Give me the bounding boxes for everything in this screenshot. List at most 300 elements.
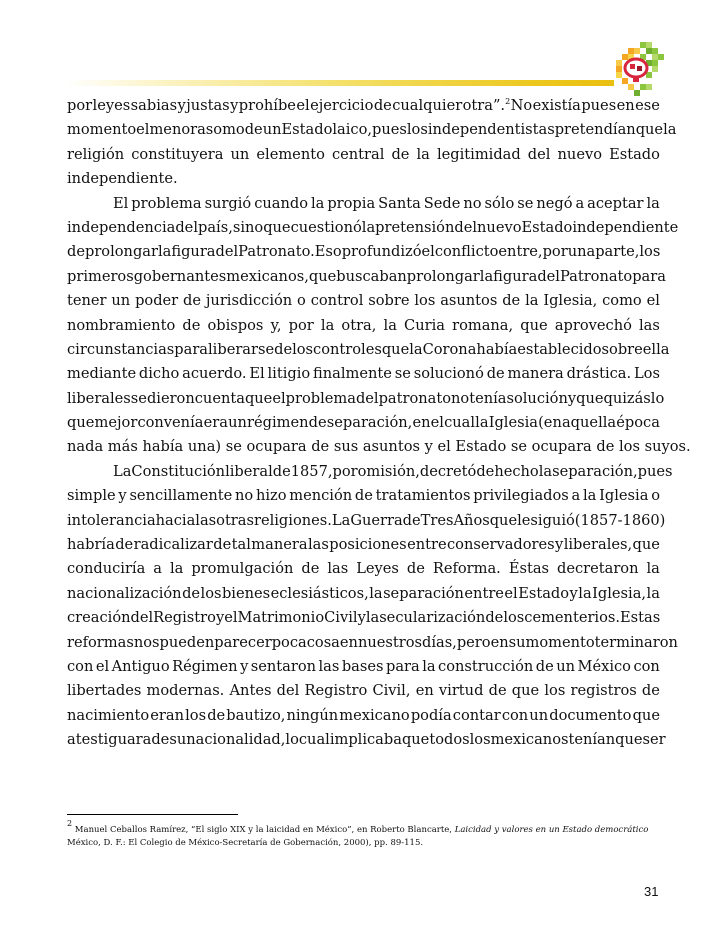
word: de	[301, 560, 320, 578]
word: nuestros	[357, 633, 422, 651]
body-line	[67, 728, 666, 752]
word: eclesiásticos,	[270, 584, 369, 602]
word: o	[651, 487, 660, 505]
word: mexicanos	[490, 731, 569, 749]
word: ejercicio	[310, 97, 374, 114]
word: contar	[452, 706, 501, 724]
word: virtud	[438, 682, 484, 700]
word: la	[479, 267, 494, 285]
word: liberal	[225, 462, 273, 480]
word: no	[451, 389, 470, 407]
word: momento	[525, 633, 595, 651]
body-line	[67, 533, 660, 557]
word: de	[274, 340, 293, 358]
word: primeros	[67, 267, 134, 285]
word: No	[510, 97, 533, 114]
word: gobernantes	[133, 267, 227, 285]
word: pero	[456, 633, 491, 651]
word: quizás	[603, 389, 651, 407]
word: de	[67, 243, 85, 261]
word: Iglesia,	[543, 292, 598, 310]
word: la	[361, 218, 376, 236]
word: lo	[650, 389, 665, 407]
word: en	[616, 97, 635, 114]
word: parte,	[595, 243, 640, 261]
word: los	[200, 584, 222, 602]
word: modernas.	[146, 682, 225, 700]
word: que	[308, 267, 337, 285]
body-line	[67, 484, 660, 508]
word: Registro	[304, 682, 368, 700]
word: poca	[271, 633, 307, 651]
word: y	[357, 609, 366, 627]
body-line	[67, 216, 679, 240]
word: hacia	[155, 511, 196, 529]
word: en	[490, 633, 509, 651]
word: Antiguo	[111, 657, 170, 675]
word: que	[244, 389, 273, 407]
word: otra”.$^2$	[462, 97, 511, 114]
word: separación,	[552, 462, 638, 480]
word: radicalizar	[133, 536, 213, 554]
word: México	[577, 657, 631, 675]
word: de	[641, 682, 660, 700]
word: que	[615, 731, 643, 749]
word: tener	[67, 292, 107, 310]
word: régimen	[247, 414, 309, 432]
body-line	[67, 289, 660, 313]
word: romana,	[452, 316, 514, 334]
word: a	[571, 487, 581, 505]
word: por	[288, 316, 314, 334]
footnote-book-title: Laicidad y valores en un Estado democrático	[454, 825, 649, 835]
word: terminaron	[594, 633, 678, 651]
word: sino	[232, 218, 264, 236]
word: sobre	[601, 340, 643, 358]
word: pues	[581, 97, 617, 114]
word: controles	[313, 340, 382, 358]
word: y,	[270, 316, 282, 334]
word: (1857-1860)	[574, 511, 666, 529]
word: cuenta	[194, 389, 245, 407]
word: el	[224, 609, 238, 627]
word: podía	[410, 706, 452, 724]
word: Tres	[420, 511, 454, 529]
word: Civil	[324, 609, 358, 627]
word: entre	[407, 536, 447, 554]
word: de	[354, 487, 373, 505]
word: Registro	[153, 609, 216, 627]
word: nacionalidad,	[186, 731, 286, 749]
word: dicho	[138, 365, 180, 383]
word: época	[616, 414, 660, 432]
page-number: 31	[644, 884, 659, 899]
word: Los	[633, 365, 660, 383]
word: sencillamente	[129, 487, 233, 505]
word: constituyera	[131, 145, 224, 163]
word: liberales	[67, 389, 131, 407]
word: El	[113, 194, 129, 212]
word: independiente	[572, 218, 679, 236]
word: bienes	[221, 584, 271, 602]
word: asuntos	[440, 292, 498, 310]
word: Estado	[521, 218, 573, 236]
word: intolerancia	[67, 511, 156, 529]
word: surgió	[204, 194, 252, 212]
word: de	[488, 682, 507, 700]
word: central	[331, 145, 385, 163]
body-line	[67, 679, 660, 703]
word: cual	[298, 731, 330, 749]
word: la	[320, 316, 335, 334]
word: Sede	[423, 194, 461, 212]
word: reformas	[67, 633, 134, 651]
word: los	[503, 609, 525, 627]
word: se	[130, 389, 147, 407]
word: la	[646, 584, 660, 602]
word: circunstancias	[67, 340, 175, 358]
word: de	[115, 536, 134, 554]
word: el	[504, 584, 518, 602]
word: los	[406, 121, 428, 139]
word: las	[318, 657, 340, 675]
word: en	[412, 414, 431, 432]
word: ese	[635, 97, 660, 114]
word: decretaron	[557, 560, 639, 578]
word: la	[578, 584, 592, 602]
word: (en	[538, 414, 562, 432]
word: por	[67, 97, 93, 114]
word: las	[327, 560, 349, 578]
word: conduciría	[67, 560, 146, 578]
word: Civil,	[372, 682, 411, 700]
word: prohíbe	[238, 97, 296, 114]
word: Iglesia	[488, 414, 538, 432]
word: sabias	[130, 97, 178, 114]
word: la	[475, 414, 489, 432]
word: Antes	[229, 682, 272, 700]
word: Estado	[609, 145, 660, 163]
body-line	[67, 655, 660, 679]
word: otras	[216, 511, 254, 529]
word: para	[632, 267, 666, 285]
word: dieron	[146, 389, 195, 407]
word: tratamientos	[375, 487, 471, 505]
word: nuevo	[477, 218, 522, 236]
word: Régimen	[172, 657, 238, 675]
footnote-citation: Manuel Ceballos Ramírez, “El siglo XIX y la laicidad en México”, en Roberto Blancarte,	[72, 825, 455, 835]
word: de	[207, 706, 226, 724]
body-line	[67, 557, 660, 581]
word: figura	[171, 243, 216, 261]
word: un	[556, 657, 576, 675]
word: secularización	[379, 609, 486, 627]
word: aceptar	[587, 194, 644, 212]
word: bases	[341, 657, 384, 675]
word: la	[663, 121, 677, 139]
word: del	[454, 218, 478, 236]
word: los	[185, 706, 207, 724]
word: sentaron	[250, 657, 317, 675]
word: aprovechó	[554, 316, 632, 334]
word: habría	[67, 536, 115, 554]
word: registros	[570, 682, 637, 700]
word: solución	[506, 389, 568, 407]
word: cual	[444, 414, 476, 432]
word: la	[383, 316, 397, 334]
word: El	[249, 365, 265, 383]
word: tenía	[469, 389, 507, 407]
word: prolongar	[406, 267, 480, 285]
word: un	[230, 145, 250, 163]
footnote	[67, 819, 667, 850]
word: legitimidad	[436, 145, 521, 163]
word: para	[385, 657, 420, 675]
word: de	[502, 292, 521, 310]
word: la	[646, 194, 660, 212]
word: de	[476, 462, 495, 480]
word: solucionó	[413, 365, 484, 383]
word: convenía	[137, 414, 204, 432]
word: hecho	[494, 462, 539, 480]
word: se	[517, 194, 534, 212]
word: el	[272, 389, 286, 407]
word: la	[646, 560, 660, 578]
word: La	[331, 511, 351, 529]
word: la	[169, 560, 184, 578]
word: Santa	[378, 194, 421, 212]
word: religión	[67, 145, 125, 163]
word: existía	[532, 97, 581, 114]
word: cuando	[254, 194, 309, 212]
word: de	[213, 536, 232, 554]
word: y	[215, 609, 225, 627]
word: y	[240, 657, 249, 675]
word: la	[409, 340, 423, 358]
word: Guerra	[350, 511, 403, 529]
word: creación	[67, 609, 131, 627]
word: nombramiento	[67, 316, 176, 334]
word: su	[169, 731, 187, 749]
body-line	[67, 704, 660, 728]
word: buscaban	[336, 267, 407, 285]
body-line	[67, 362, 660, 386]
word: que	[635, 121, 664, 139]
word: los	[469, 731, 491, 749]
word: una	[567, 243, 596, 261]
word: conservadores	[447, 536, 555, 554]
word: el	[296, 97, 310, 114]
word: el	[421, 243, 435, 261]
word: que	[520, 316, 548, 334]
word: Años	[453, 511, 490, 529]
word: y	[555, 536, 564, 554]
word: ningún	[286, 706, 339, 724]
word: independencia	[67, 218, 176, 236]
word: del	[175, 218, 198, 236]
word: país,	[198, 218, 233, 236]
footnote-marker: 2	[67, 819, 73, 828]
word: la	[583, 487, 597, 505]
word: a	[575, 194, 585, 212]
word: libertades	[67, 682, 142, 700]
word: problema	[131, 194, 202, 212]
word: de	[535, 657, 554, 675]
word: decretó	[419, 462, 477, 480]
word: que	[489, 511, 518, 529]
word: pueden	[159, 633, 215, 651]
word: no	[463, 194, 482, 212]
word: acuerdo.	[182, 365, 247, 383]
word: la	[157, 243, 172, 261]
word: Estado	[518, 584, 570, 602]
word: obispos	[207, 316, 264, 334]
word: y	[230, 97, 239, 114]
word: asomo	[197, 121, 245, 139]
word: cosa	[306, 633, 340, 651]
word: Corona	[422, 340, 477, 358]
word: tenían	[568, 731, 616, 749]
body-line	[67, 265, 666, 289]
word: liberales,	[563, 536, 633, 554]
body-line: independiente.	[67, 170, 178, 188]
word: en	[415, 682, 434, 700]
word: que	[511, 682, 540, 700]
word: Patronato	[559, 267, 633, 285]
word: figura	[493, 267, 538, 285]
body-line	[67, 411, 660, 435]
word: de	[272, 462, 291, 480]
word: la	[310, 194, 325, 212]
word: mexicanos,	[226, 267, 309, 285]
word: de	[308, 414, 327, 432]
word: que	[381, 340, 410, 358]
word: liberarse	[208, 340, 275, 358]
word: parecer	[214, 633, 272, 651]
word: documento	[549, 706, 632, 724]
word: de	[244, 121, 263, 139]
word: un	[262, 121, 282, 139]
word: ser	[642, 731, 666, 749]
word: menor	[149, 121, 198, 139]
word: del	[215, 243, 239, 261]
word: propia	[327, 194, 376, 212]
word: los	[639, 243, 661, 261]
word: cuestionó	[290, 218, 362, 236]
word: el	[646, 292, 660, 310]
word: pues	[637, 462, 673, 480]
word: tal	[231, 536, 251, 554]
word: con	[67, 657, 94, 675]
word: la	[369, 584, 383, 602]
word: elemento	[256, 145, 325, 163]
word: que	[632, 706, 660, 724]
word: el	[95, 657, 110, 675]
word: separación	[383, 584, 464, 602]
body-text	[67, 94, 691, 753]
word: construcción	[438, 657, 534, 675]
word: del	[130, 609, 154, 627]
word: que	[263, 218, 291, 236]
word: de	[183, 292, 202, 310]
word: pretendían	[554, 121, 636, 139]
word: establecido	[517, 340, 602, 358]
word: del	[355, 389, 379, 407]
word: pues	[372, 121, 407, 139]
word: de	[406, 560, 425, 578]
word: cementerios.	[524, 609, 621, 627]
word: y	[118, 487, 127, 505]
word: se	[394, 365, 411, 383]
word: las	[195, 511, 217, 529]
word: los	[292, 340, 314, 358]
word: privilegiados	[473, 487, 569, 505]
body-line	[67, 314, 660, 338]
word: de	[391, 145, 410, 163]
word: por	[332, 462, 358, 480]
word: de	[151, 731, 170, 749]
word: o	[297, 292, 306, 310]
word: el	[136, 121, 150, 139]
word: La	[113, 462, 132, 480]
word: jurisdicción	[205, 292, 293, 310]
word: Estado	[281, 121, 333, 139]
word: y	[567, 389, 577, 407]
footnote-line-2: México, D. F.: El Colegio de México-Secretaría de Gobernación, 2000), pp. 89-115.	[67, 838, 424, 848]
word: patronato	[378, 389, 452, 407]
word: poder	[135, 292, 179, 310]
word: separación,	[326, 414, 413, 432]
word: era	[203, 414, 228, 432]
word: y	[177, 97, 186, 114]
word: nuevo	[557, 145, 602, 163]
word: momento	[67, 121, 137, 139]
word: atestiguara	[67, 731, 152, 749]
word: entre	[464, 584, 504, 602]
word: hizo	[255, 487, 287, 505]
body-line	[67, 631, 678, 655]
word: finalmente	[313, 365, 392, 383]
body-line	[67, 94, 660, 118]
body-line: nada más había una) se ocupara de sus asuntos y el Estado se ocupara de los suyos.	[67, 438, 691, 456]
word: y	[569, 584, 578, 602]
word: de	[182, 316, 201, 334]
word: laico,	[332, 121, 372, 139]
word: Patronato.	[238, 243, 315, 261]
word: de	[486, 365, 505, 383]
word: la	[422, 657, 436, 675]
word: manera	[251, 536, 308, 554]
word: del	[527, 145, 551, 163]
word: los	[414, 292, 436, 310]
word: de	[402, 511, 421, 529]
word: mejor	[94, 414, 138, 432]
body-line	[67, 606, 660, 630]
word: no	[234, 487, 254, 505]
word: de	[485, 609, 504, 627]
word: un	[529, 706, 549, 724]
word: profundizó	[341, 243, 422, 261]
word: lo	[285, 731, 299, 749]
word: Reforma.	[432, 560, 501, 578]
word: su	[508, 633, 526, 651]
word: omisión,	[357, 462, 420, 480]
word: días,	[421, 633, 457, 651]
word: posiciones	[329, 536, 407, 554]
word: Estas	[620, 609, 661, 627]
word: conflicto	[434, 243, 499, 261]
mosaic-emblem-icon	[606, 40, 666, 100]
